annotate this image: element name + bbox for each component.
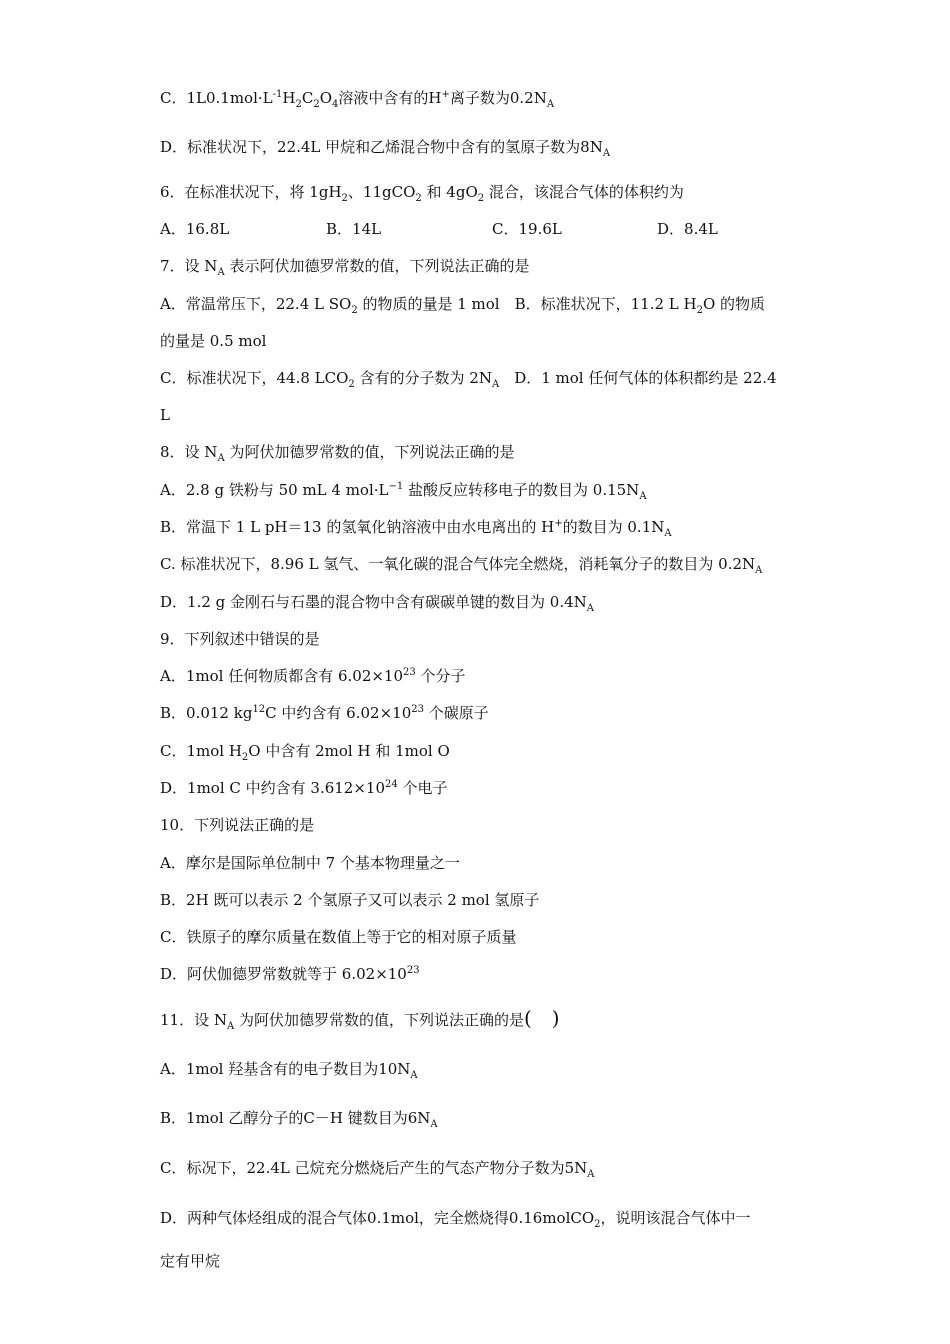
q11-option-d: D．两种气体烃组成的混合气体0.1mol，完全燃烧得0.16molCO$_2$，说明该混合气体中一 <box>160 1209 751 1230</box>
q6-options <box>160 219 760 239</box>
q11-option-c: C．标况下，22.4L 己烷充分燃烧后产生的气态产物分子数为$5N_A$ <box>160 1159 595 1180</box>
q9-option-b: B．0.012 $kg^{12}C$ 中约含有 $6.02\times 10^{23}$ 个碳原子 <box>160 704 489 722</box>
q6-stem: 6．在标准状况下，将 $1gH_2$、11gCO$_2$ 和 $4gO_2$ 混合，该混合气体的体积约为 <box>160 183 684 204</box>
q7-option-d-cont: L <box>160 406 170 424</box>
q7-stem: 7．设 $N_A$ 表示阿伏加德罗常数的值，下列说法正确的是 <box>160 257 530 278</box>
q11-option-d-cont: 定有甲烷 <box>160 1252 221 1270</box>
q8-option-b: B．常温下 1 L pH＝13 的氢氧化钠溶液中由水电离出的 H+的数目为 $0.1N_A$ <box>160 518 672 539</box>
q9-option-d: D．1mol C 中约含有 $3.612\times 10^{24}$ 个电子 <box>160 779 448 797</box>
q5-option-d: D．标准状况下，22.4L 甲烷和乙烯混合物中含有的氢原子数为$8N_A$ <box>160 138 611 159</box>
q8-option-c: C. 标准状况下，8.96 L 氢气、一氧化碳的混合气体完全燃烧，消耗氧分子的数目为 $0.2N_A$ <box>160 555 763 576</box>
q7-options-ab: A．常温常压下，22.4 L $SO_2$ 的物质的量是 1 mol B．标准状况下，11.2 L $H_2O$ 的物质 <box>160 295 766 316</box>
q10-stem: 10．下列说法正确的是 <box>160 816 315 834</box>
q5-option-c: C．$1L0.1mol\cdot L^{-1}H_2C_2O_4$溶液中含有的H+离子数为$0.2N_A$ <box>160 89 555 110</box>
q11-stem: 11．设 $N_A$ 为阿伏加德罗常数的值，下列说法正确的是( ) <box>160 1006 560 1032</box>
q6-option-c: C．19.6L <box>492 220 562 238</box>
q9-option-a: A．1mol 任何物质都含有 $6.02\times 10^{23}$ 个分子 <box>160 667 466 685</box>
q9-option-c: C．1mol $H_2O$ 中含有 2mol H 和 1mol O <box>160 742 450 763</box>
q7-option-b-cont: 的量是 0.5 mol <box>160 332 267 350</box>
q10-option-a: A．摩尔是国际单位制中 7 个基本物理量之一 <box>160 854 460 872</box>
q7-options-cd: C．标准状况下，44.8 $LCO_2$ 含有的分子数为 $2N_A$ D．1 mol 任何气体的体积都约是 22.4 <box>160 369 777 390</box>
q10-option-b: B．2H 既可以表示 2 个氢原子又可以表示 2 mol 氢原子 <box>160 891 540 909</box>
q6-option-b: B．14L <box>326 220 382 238</box>
q10-option-d: D．阿伏伽德罗常数就等于 $6.02\times 10^{23}$ <box>160 965 420 983</box>
q8-option-a: A．2.8 g 铁粉与 50 mL 4 $mol\cdot L^{-1}$ 盐酸反应转移电子的数目为 $0.15N_A$ <box>160 481 647 502</box>
q10-option-c: C．铁原子的摩尔质量在数值上等于它的相对原子质量 <box>160 928 517 946</box>
q8-option-d: D．1.2 g 金刚石与石墨的混合物中含有碳碳单键的数目为 $0.4N_A$ <box>160 593 595 614</box>
q9-stem: 9．下列叙述中错误的是 <box>160 630 320 648</box>
q6-option-d: D．8.4L <box>657 220 718 238</box>
answer-blank: ( ) <box>524 1006 560 1030</box>
q11-option-b: B．1mol 乙醇分子的C－H 键数目为$6N_A$ <box>160 1109 438 1130</box>
q11-option-a: A．1mol 羟基含有的电子数目为$10N_A$ <box>160 1060 418 1081</box>
q8-stem: 8．设 $N_A$ 为阿伏加德罗常数的值，下列说法正确的是 <box>160 443 515 464</box>
q6-option-a: A．16.8L <box>160 220 230 238</box>
